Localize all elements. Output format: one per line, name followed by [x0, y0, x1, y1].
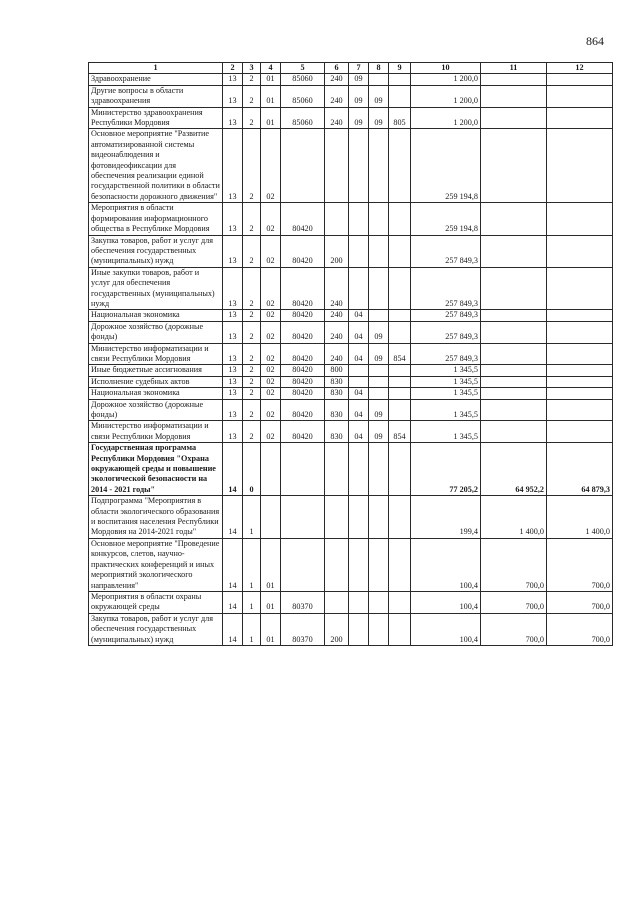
table-row [89, 388, 613, 399]
col-6-cell [325, 591, 349, 613]
col-7-cell: 04 [349, 388, 369, 399]
col-6-cell: 240 [325, 343, 349, 365]
col-5-cell: 80420 [281, 365, 325, 376]
header-cell: 9 [389, 63, 411, 74]
col-2-cell: 13 [223, 343, 243, 365]
col-12-amount [547, 421, 613, 443]
row-name: Закупка товаров, работ и услуг для обеспечения государственных (муниципальных) нужд [89, 235, 223, 267]
col-11-amount [481, 321, 547, 343]
col-7-cell: 04 [349, 343, 369, 365]
col-6-cell [325, 496, 349, 539]
col-2-cell: 13 [223, 310, 243, 321]
col-9-cell [389, 235, 411, 267]
table-row [89, 613, 613, 645]
col-6-cell: 200 [325, 613, 349, 645]
col-4-cell: 01 [261, 85, 281, 107]
col-10-amount: 257 849,3 [411, 267, 481, 310]
col-3-cell: 2 [243, 203, 261, 235]
table-row [89, 421, 613, 443]
col-3-cell: 2 [243, 235, 261, 267]
col-10-amount: 1 345,5 [411, 388, 481, 399]
col-8-cell [369, 203, 389, 235]
col-4-cell: 02 [261, 399, 281, 421]
col-4-cell: 02 [261, 310, 281, 321]
col-3-cell: 1 [243, 591, 261, 613]
row-name: Государственная программа Республики Мордовия "Охрана окружающей среды и повышение экологической безопасности на 2014 - 2021 годы" [89, 443, 223, 496]
table-row [89, 235, 613, 267]
header-cell: 8 [369, 63, 389, 74]
col-3-cell: 2 [243, 365, 261, 376]
col-11-amount [481, 267, 547, 310]
col-9-cell [389, 496, 411, 539]
col-4-cell: 02 [261, 376, 281, 387]
col-11-amount [481, 235, 547, 267]
col-4-cell: 02 [261, 321, 281, 343]
col-9-cell [389, 613, 411, 645]
col-11-amount [481, 343, 547, 365]
row-name: Дорожное хозяйство (дорожные фонды) [89, 399, 223, 421]
col-11-amount [481, 365, 547, 376]
col-5-cell: 80420 [281, 267, 325, 310]
row-name: Подпрограмма "Мероприятия в области экологического образования и воспитания населения Республики Мордовия на 2014-2021 годы" [89, 496, 223, 539]
col-7-cell: 09 [349, 74, 369, 85]
header-cell: 1 [89, 63, 223, 74]
col-8-cell [369, 388, 389, 399]
row-name: Национальная экономика [89, 388, 223, 399]
col-8-cell: 09 [369, 85, 389, 107]
col-2-cell: 14 [223, 591, 243, 613]
col-6-cell: 830 [325, 388, 349, 399]
col-4-cell: 02 [261, 343, 281, 365]
col-7-cell [349, 267, 369, 310]
col-4-cell: 01 [261, 107, 281, 129]
col-10-amount: 257 849,3 [411, 235, 481, 267]
col-2-cell: 13 [223, 365, 243, 376]
row-name: Министерство информатизации и связи Республики Мордовия [89, 343, 223, 365]
col-2-cell: 13 [223, 107, 243, 129]
col-3-cell: 0 [243, 443, 261, 496]
col-7-cell [349, 365, 369, 376]
col-8-cell [369, 591, 389, 613]
col-4-cell: 02 [261, 267, 281, 310]
col-4-cell: 01 [261, 591, 281, 613]
col-8-cell [369, 74, 389, 85]
col-4-cell [261, 496, 281, 539]
col-6-cell: 240 [325, 74, 349, 85]
col-8-cell: 09 [369, 107, 389, 129]
col-7-cell [349, 376, 369, 387]
col-4-cell: 01 [261, 74, 281, 85]
col-7-cell [349, 613, 369, 645]
col-10-amount: 259 194,8 [411, 129, 481, 203]
table-row [89, 129, 613, 203]
col-2-cell: 13 [223, 421, 243, 443]
col-10-amount: 1 200,0 [411, 107, 481, 129]
col-9-cell [389, 267, 411, 310]
table-body [89, 63, 613, 646]
row-name: Основное мероприятие "Проведение конкурсов, слетов, научно-практических конференций и иных мероприятий экологического направления" [89, 538, 223, 591]
col-3-cell: 2 [243, 321, 261, 343]
col-8-cell: 09 [369, 321, 389, 343]
col-11-amount [481, 107, 547, 129]
col-6-cell [325, 443, 349, 496]
col-10-amount: 259 194,8 [411, 203, 481, 235]
row-name: Мероприятия в области охраны окружающей среды [89, 591, 223, 613]
col-11-amount [481, 129, 547, 203]
col-8-cell [369, 496, 389, 539]
col-10-amount: 100,4 [411, 538, 481, 591]
col-12-amount [547, 203, 613, 235]
col-10-amount: 257 849,3 [411, 321, 481, 343]
col-3-cell: 2 [243, 74, 261, 85]
col-2-cell: 13 [223, 321, 243, 343]
col-7-cell [349, 443, 369, 496]
col-8-cell [369, 267, 389, 310]
col-12-amount [547, 107, 613, 129]
col-5-cell: 80420 [281, 421, 325, 443]
col-5-cell: 80420 [281, 310, 325, 321]
col-4-cell: 02 [261, 203, 281, 235]
col-9-cell [389, 388, 411, 399]
row-name: Иные бюджетные ассигнования [89, 365, 223, 376]
col-4-cell: 02 [261, 388, 281, 399]
table-row [89, 74, 613, 85]
col-6-cell: 830 [325, 421, 349, 443]
col-11-amount [481, 388, 547, 399]
col-3-cell: 2 [243, 85, 261, 107]
col-6-cell: 200 [325, 235, 349, 267]
header-cell: 6 [325, 63, 349, 74]
row-name: Иные закупки товаров, работ и услуг для обеспечения государственных (муниципальных) нужд [89, 267, 223, 310]
col-7-cell: 04 [349, 321, 369, 343]
row-name: Национальная экономика [89, 310, 223, 321]
col-9-cell [389, 376, 411, 387]
table-row [89, 443, 613, 496]
col-10-amount: 100,4 [411, 613, 481, 645]
col-12-amount [547, 388, 613, 399]
col-2-cell: 13 [223, 235, 243, 267]
col-7-cell [349, 496, 369, 539]
header-cell: 10 [411, 63, 481, 74]
col-6-cell: 240 [325, 267, 349, 310]
col-12-amount [547, 129, 613, 203]
header-cell: 7 [349, 63, 369, 74]
col-6-cell: 830 [325, 376, 349, 387]
col-4-cell: 02 [261, 421, 281, 443]
col-3-cell: 2 [243, 343, 261, 365]
col-5-cell [281, 538, 325, 591]
header-cell: 12 [547, 63, 613, 74]
col-10-amount: 100,4 [411, 591, 481, 613]
col-7-cell: 04 [349, 421, 369, 443]
col-9-cell: 805 [389, 107, 411, 129]
col-11-amount [481, 85, 547, 107]
col-9-cell [389, 443, 411, 496]
col-5-cell: 80370 [281, 591, 325, 613]
row-name: Здравоохранение [89, 74, 223, 85]
col-6-cell [325, 129, 349, 203]
col-11-amount: 700,0 [481, 538, 547, 591]
col-5-cell: 80420 [281, 399, 325, 421]
col-9-cell [389, 129, 411, 203]
col-7-cell: 04 [349, 399, 369, 421]
col-4-cell: 02 [261, 129, 281, 203]
col-4-cell: 01 [261, 613, 281, 645]
row-name: Министерство информатизации и связи Республики Мордовия [89, 421, 223, 443]
col-9-cell [389, 74, 411, 85]
header-cell: 2 [223, 63, 243, 74]
table-row [89, 538, 613, 591]
col-2-cell: 14 [223, 443, 243, 496]
table-row [89, 321, 613, 343]
col-5-cell: 80420 [281, 235, 325, 267]
col-6-cell [325, 538, 349, 591]
col-12-amount: 700,0 [547, 591, 613, 613]
col-6-cell: 240 [325, 85, 349, 107]
col-8-cell [369, 376, 389, 387]
col-10-amount: 1 345,5 [411, 365, 481, 376]
col-11-amount [481, 376, 547, 387]
col-8-cell: 09 [369, 421, 389, 443]
col-12-amount [547, 365, 613, 376]
col-6-cell: 240 [325, 321, 349, 343]
col-6-cell [325, 203, 349, 235]
col-8-cell: 09 [369, 399, 389, 421]
col-11-amount: 700,0 [481, 591, 547, 613]
col-2-cell: 13 [223, 203, 243, 235]
col-12-amount: 64 879,3 [547, 443, 613, 496]
header-cell: 5 [281, 63, 325, 74]
col-10-amount: 1 345,5 [411, 399, 481, 421]
col-5-cell: 80420 [281, 203, 325, 235]
col-3-cell: 1 [243, 496, 261, 539]
col-8-cell: 09 [369, 343, 389, 365]
table-row [89, 267, 613, 310]
col-5-cell: 85060 [281, 107, 325, 129]
col-8-cell [369, 129, 389, 203]
col-2-cell: 14 [223, 496, 243, 539]
col-9-cell [389, 310, 411, 321]
col-6-cell: 830 [325, 399, 349, 421]
col-3-cell: 2 [243, 107, 261, 129]
row-name: Министерство здравоохранения Республики Мордовия [89, 107, 223, 129]
col-3-cell: 2 [243, 267, 261, 310]
col-9-cell [389, 85, 411, 107]
col-9-cell [389, 591, 411, 613]
table-row [89, 343, 613, 365]
table-row [89, 107, 613, 129]
col-10-amount: 77 205,2 [411, 443, 481, 496]
table-row [89, 310, 613, 321]
col-2-cell: 14 [223, 538, 243, 591]
table-row [89, 591, 613, 613]
col-12-amount: 700,0 [547, 538, 613, 591]
table-row [89, 203, 613, 235]
col-2-cell: 14 [223, 613, 243, 645]
table-row [89, 376, 613, 387]
col-6-cell: 800 [325, 365, 349, 376]
col-6-cell: 240 [325, 107, 349, 129]
col-5-cell [281, 443, 325, 496]
col-9-cell [389, 399, 411, 421]
col-10-amount: 1 345,5 [411, 421, 481, 443]
table-row [89, 496, 613, 539]
row-name: Основное мероприятие "Развитие автоматизированной системы видеонаблюдения и фотовидеофиксации для обеспечения реализации единой государственной политики в области безопасности дорожного движения" [89, 129, 223, 203]
row-name: Дорожное хозяйство (дорожные фонды) [89, 321, 223, 343]
col-7-cell [349, 591, 369, 613]
table-header-row [89, 63, 613, 74]
col-5-cell [281, 496, 325, 539]
header-cell: 11 [481, 63, 547, 74]
col-4-cell: 01 [261, 538, 281, 591]
col-11-amount: 1 400,0 [481, 496, 547, 539]
col-10-amount: 199,4 [411, 496, 481, 539]
col-5-cell [281, 129, 325, 203]
col-9-cell: 854 [389, 343, 411, 365]
col-8-cell [369, 365, 389, 376]
col-12-amount: 700,0 [547, 613, 613, 645]
budget-table [88, 62, 613, 646]
col-2-cell: 13 [223, 85, 243, 107]
col-12-amount [547, 74, 613, 85]
col-6-cell: 240 [325, 310, 349, 321]
col-3-cell: 2 [243, 129, 261, 203]
col-10-amount: 257 849,3 [411, 310, 481, 321]
col-7-cell: 04 [349, 310, 369, 321]
col-9-cell [389, 538, 411, 591]
col-5-cell: 80370 [281, 613, 325, 645]
col-9-cell [389, 203, 411, 235]
col-3-cell: 2 [243, 310, 261, 321]
col-11-amount [481, 203, 547, 235]
table-row [89, 85, 613, 107]
col-7-cell: 09 [349, 107, 369, 129]
page-number: 864 [586, 34, 604, 48]
col-5-cell: 80420 [281, 343, 325, 365]
col-7-cell [349, 235, 369, 267]
col-11-amount: 64 952,2 [481, 443, 547, 496]
col-2-cell: 13 [223, 376, 243, 387]
col-12-amount [547, 321, 613, 343]
col-9-cell: 854 [389, 421, 411, 443]
col-9-cell [389, 321, 411, 343]
col-7-cell [349, 538, 369, 591]
row-name: Закупка товаров, работ и услуг для обеспечения государственных (муниципальных) нужд [89, 613, 223, 645]
col-3-cell: 1 [243, 613, 261, 645]
col-3-cell: 1 [243, 538, 261, 591]
col-12-amount [547, 399, 613, 421]
col-2-cell: 13 [223, 267, 243, 310]
col-7-cell: 09 [349, 85, 369, 107]
col-11-amount: 700,0 [481, 613, 547, 645]
col-12-amount: 1 400,0 [547, 496, 613, 539]
col-11-amount [481, 74, 547, 85]
col-10-amount: 257 849,3 [411, 343, 481, 365]
row-name: Мероприятия в области формирования информационного общества в Республике Мордовия [89, 203, 223, 235]
col-2-cell: 13 [223, 388, 243, 399]
col-3-cell: 2 [243, 376, 261, 387]
col-10-amount: 1 200,0 [411, 85, 481, 107]
col-11-amount [481, 310, 547, 321]
col-3-cell: 2 [243, 388, 261, 399]
col-11-amount [481, 399, 547, 421]
col-4-cell: 02 [261, 235, 281, 267]
col-2-cell: 13 [223, 129, 243, 203]
col-3-cell: 2 [243, 399, 261, 421]
table-row [89, 399, 613, 421]
row-name: Другие вопросы в области здравоохранения [89, 85, 223, 107]
col-12-amount [547, 85, 613, 107]
header-cell: 4 [261, 63, 281, 74]
col-12-amount [547, 310, 613, 321]
col-5-cell: 80420 [281, 388, 325, 399]
col-2-cell: 13 [223, 74, 243, 85]
col-4-cell: 02 [261, 365, 281, 376]
col-10-amount: 1 345,5 [411, 376, 481, 387]
col-5-cell: 85060 [281, 85, 325, 107]
col-9-cell [389, 365, 411, 376]
col-12-amount [547, 376, 613, 387]
row-name: Исполнение судебных актов [89, 376, 223, 387]
col-5-cell: 80420 [281, 376, 325, 387]
col-7-cell [349, 203, 369, 235]
col-8-cell [369, 235, 389, 267]
col-2-cell: 13 [223, 399, 243, 421]
col-8-cell [369, 613, 389, 645]
col-8-cell [369, 310, 389, 321]
col-11-amount [481, 421, 547, 443]
col-7-cell [349, 129, 369, 203]
col-3-cell: 2 [243, 421, 261, 443]
col-4-cell [261, 443, 281, 496]
col-12-amount [547, 267, 613, 310]
col-12-amount [547, 235, 613, 267]
col-12-amount [547, 343, 613, 365]
col-8-cell [369, 538, 389, 591]
table-row [89, 365, 613, 376]
col-5-cell: 85060 [281, 74, 325, 85]
header-cell: 3 [243, 63, 261, 74]
col-8-cell [369, 443, 389, 496]
col-10-amount: 1 200,0 [411, 74, 481, 85]
col-5-cell: 80420 [281, 321, 325, 343]
